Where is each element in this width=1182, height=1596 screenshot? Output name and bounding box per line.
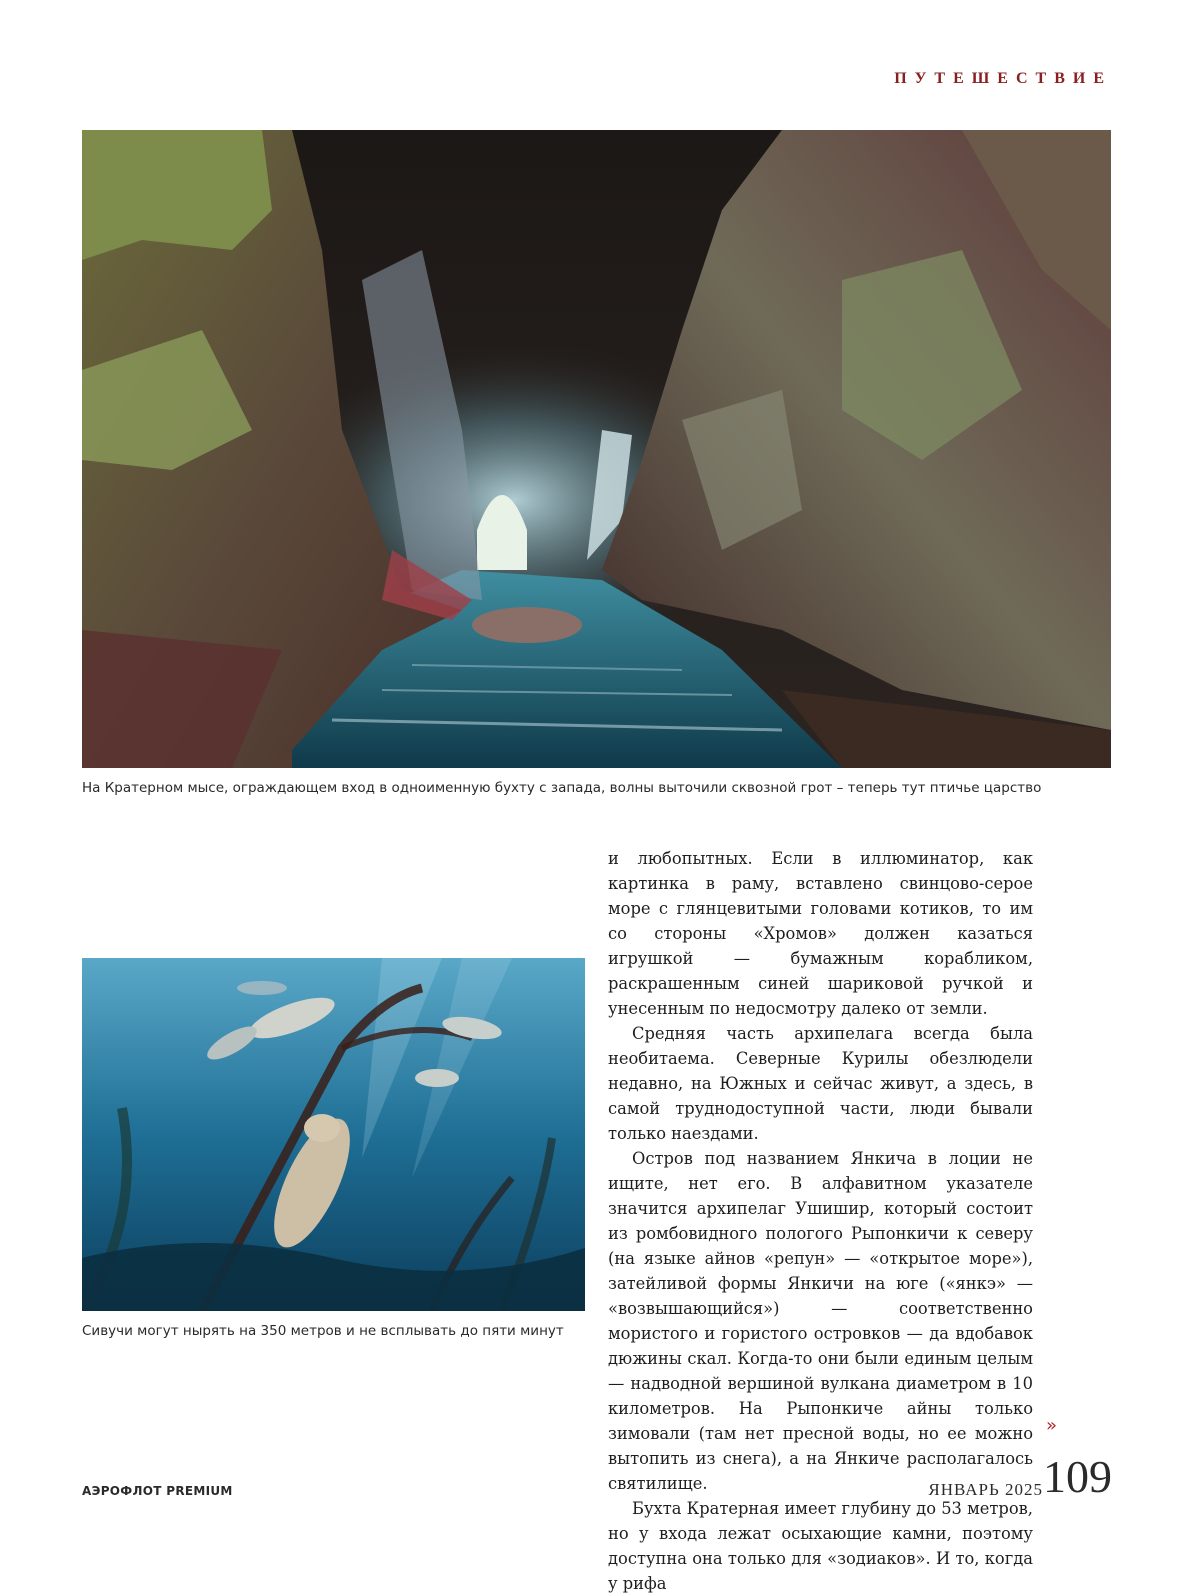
- article-paragraph: Средняя часть архипелага всегда была необитаема. Северные Курилы обезлюдели недавно, на Южных и сейчас живут, а здесь, в самой труднодоступной части, люди бывали только наездами.: [608, 1024, 1033, 1143]
- magazine-name: АЭРОФЛОТ PREMIUM: [82, 1484, 233, 1498]
- grotto-caption: На Кратерном мысе, ограждающем вход в одноименную бухту с запада, волны выточили сквозной грот – теперь тут птичье царство: [82, 780, 1042, 796]
- continue-arrow-icon: »: [1046, 1415, 1058, 1436]
- grotto-image: [82, 130, 1111, 768]
- issue-date: ЯНВАРЬ 2025: [928, 1480, 1043, 1499]
- article-paragraph: Бухта Кратерная имеет глубину до 53 метров, но у входа лежат осыхающие камни, поэтому доступна она только для «зодиаков». И то, когда у рифа: [608, 1499, 1033, 1593]
- section-title: ПУТЕШЕСТВИЕ: [894, 70, 1112, 87]
- grotto-photo: [82, 130, 1111, 768]
- article-paragraph: и любопытных. Если в иллюминатор, как картинка в раму, вставлено свинцово-серое море с глянцевитыми головами котиков, то им со стороны «Хромов» должен казаться игрушкой — бумажным корабликом, раскрашенным синей шариковой ручкой и унесенным по недосмотру далеко от земли.: [608, 849, 1033, 1018]
- sea-lions-caption: Сивучи могут нырять на 350 метров и не всплывать до пяти минут: [82, 1323, 564, 1339]
- page-number: 109: [1043, 1451, 1112, 1502]
- sea-lions-photo: [82, 958, 585, 1311]
- article-paragraph: Остров под названием Янкича в лоции не ищите, нет его. В алфавитном указателе значится архипелаг Ушишир, который состоит из ромбовидного пологого Рыпонкичи к северу (на языке айнов «репун» — «открытое море»), затейливой формы Янкичи на юге («янкэ» — «возвышающийся») — соответственно мористого и гористого островков — да вдобавок дюжины скал. Когда-то они были единым целым — надводной вершиной вулкана диаметром в 10 километров. На Рыпонкиче айны только зимовали (там нет пресной воды, но ее можно вытопить из снега), а на Янкиче располагалось святилище.: [608, 1149, 1033, 1493]
- sea-lions-image: [82, 958, 585, 1311]
